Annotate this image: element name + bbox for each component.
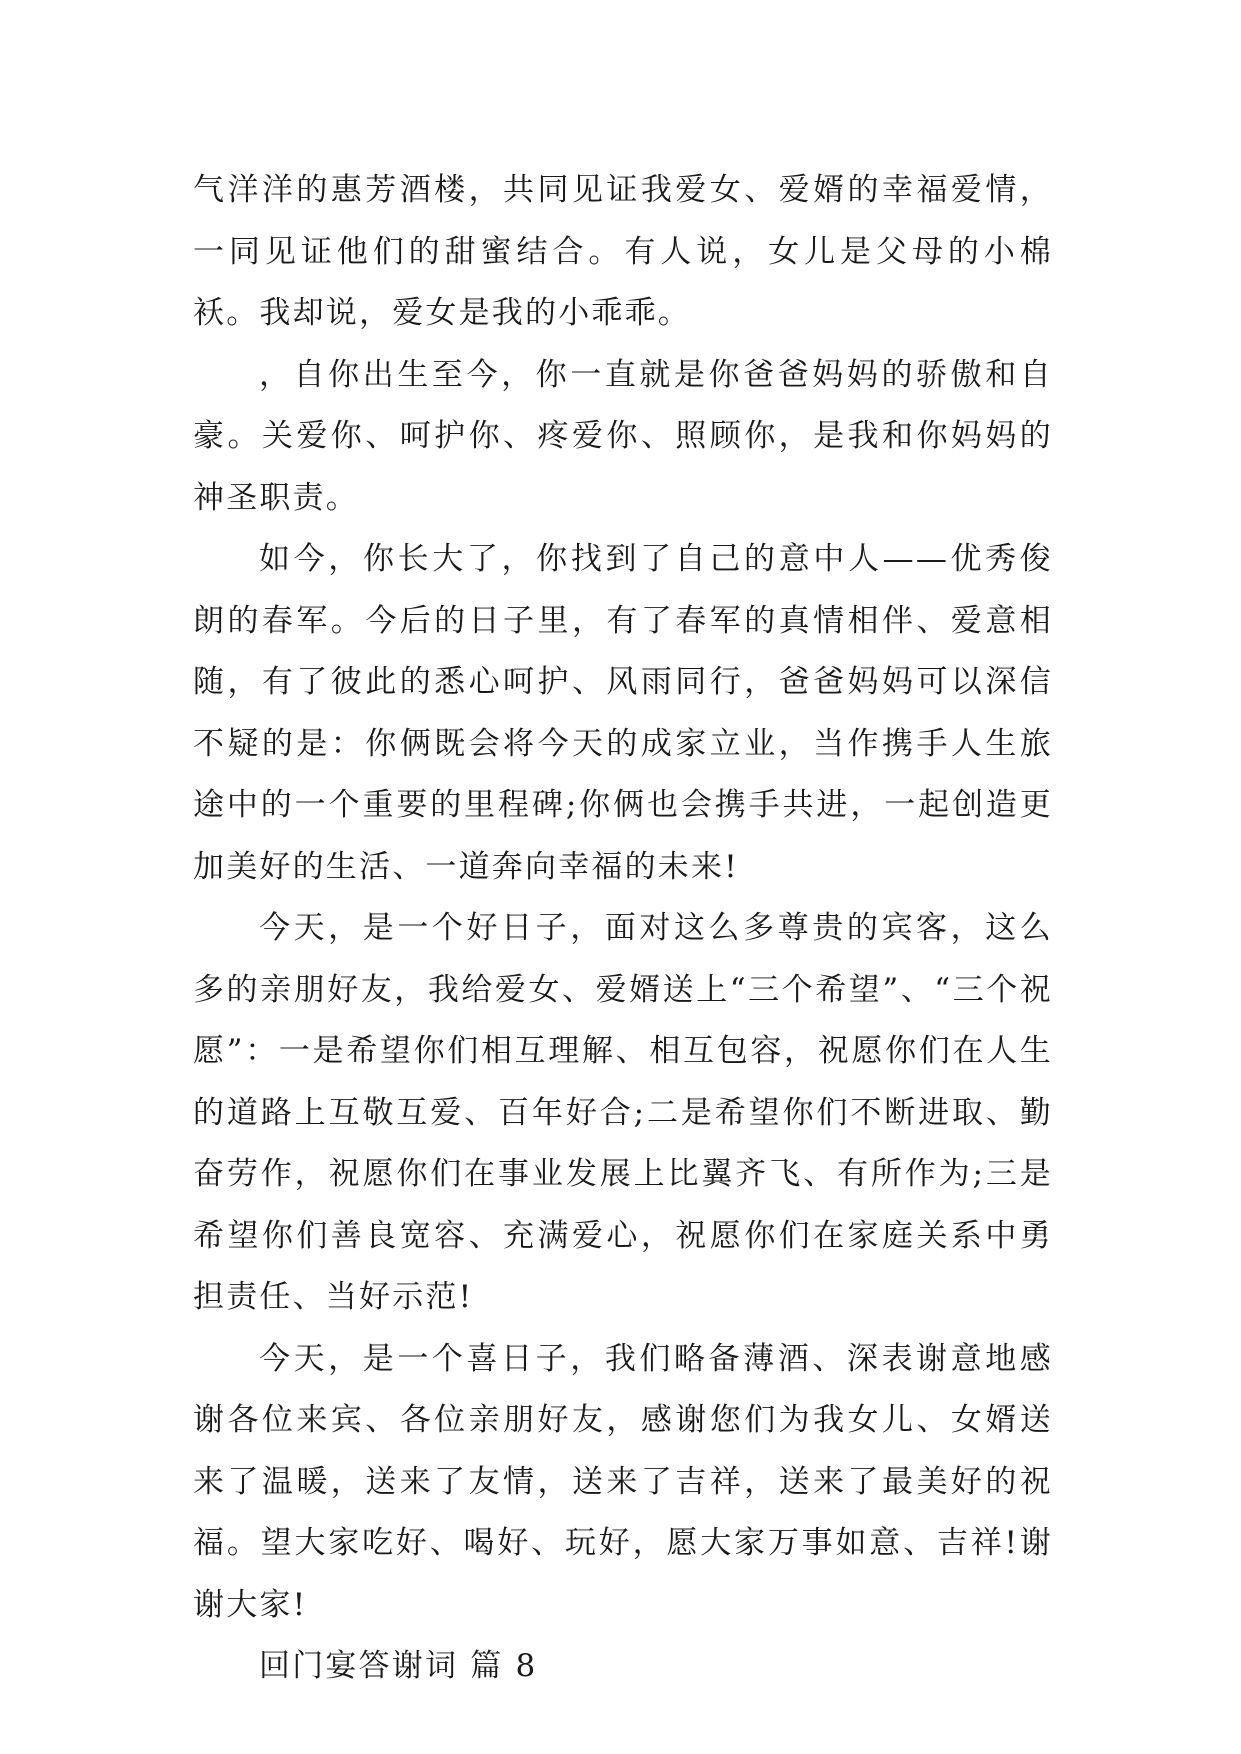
paragraph: 如今，你长大了，你找到了自己的意中人——优秀俊朗的春军。今后的日子里，有了春军的真情相伴、爱意相随，有了彼此的悉心呵护、风雨同行，爸爸妈妈可以深信不疑的是：你俩既会将今天的成家立业，当作携手人生旅途中的一个重要的里程碑;你俩也会携手共进，一起创造更加美好的生活、一道奔向幸福的未来! bbox=[193, 541, 1053, 885]
section-heading: 回门宴答谢词 篇 8 bbox=[259, 1648, 538, 1684]
paragraph: ，自你出生至今，你一直就是你爸爸妈妈的骄傲和自豪。关爱你、呵护你、疼爱你、照顾你，是我和你妈妈的神圣职责。 bbox=[193, 356, 1053, 516]
paragraph: 今天，是一个喜日子，我们略备薄酒、深表谢意地感谢各位来宾、各位亲朋好友，感谢您们为我女儿、女婿送来了温暖，送来了友情，送来了吉祥，送来了最美好的祝福。望大家吃好、喝好、玩好，愿大家万事如意、吉祥!谢谢大家! bbox=[193, 1340, 1053, 1623]
paragraph: 今天，是一个好日子，面对这么多尊贵的宾客，这么多的亲朋好友，我给爱女、爱婿送上“三个希望”、“三个祝愿”：一是希望你们相互理解、相互包容，祝愿你们在人生的道路上互敬互爱、百年好合;二是希望你们不断进取、勤奋劳作，祝愿你们在事业发展上比翼齐飞、有所作为;三是希望你们善良宽容、充满爱心，祝愿你们在家庭关系中勇担责任、当好示范! bbox=[193, 910, 1053, 1315]
document-body bbox=[193, 160, 1053, 1698]
paragraph-continuation: 气洋洋的惠芳酒楼，共同见证我爱女、爱婿的幸福爱情，一同见证他们的甜蜜结合。有人说，女儿是父母的小棉袄。我却说，爱女是我的小乖乖。 bbox=[193, 172, 1053, 331]
